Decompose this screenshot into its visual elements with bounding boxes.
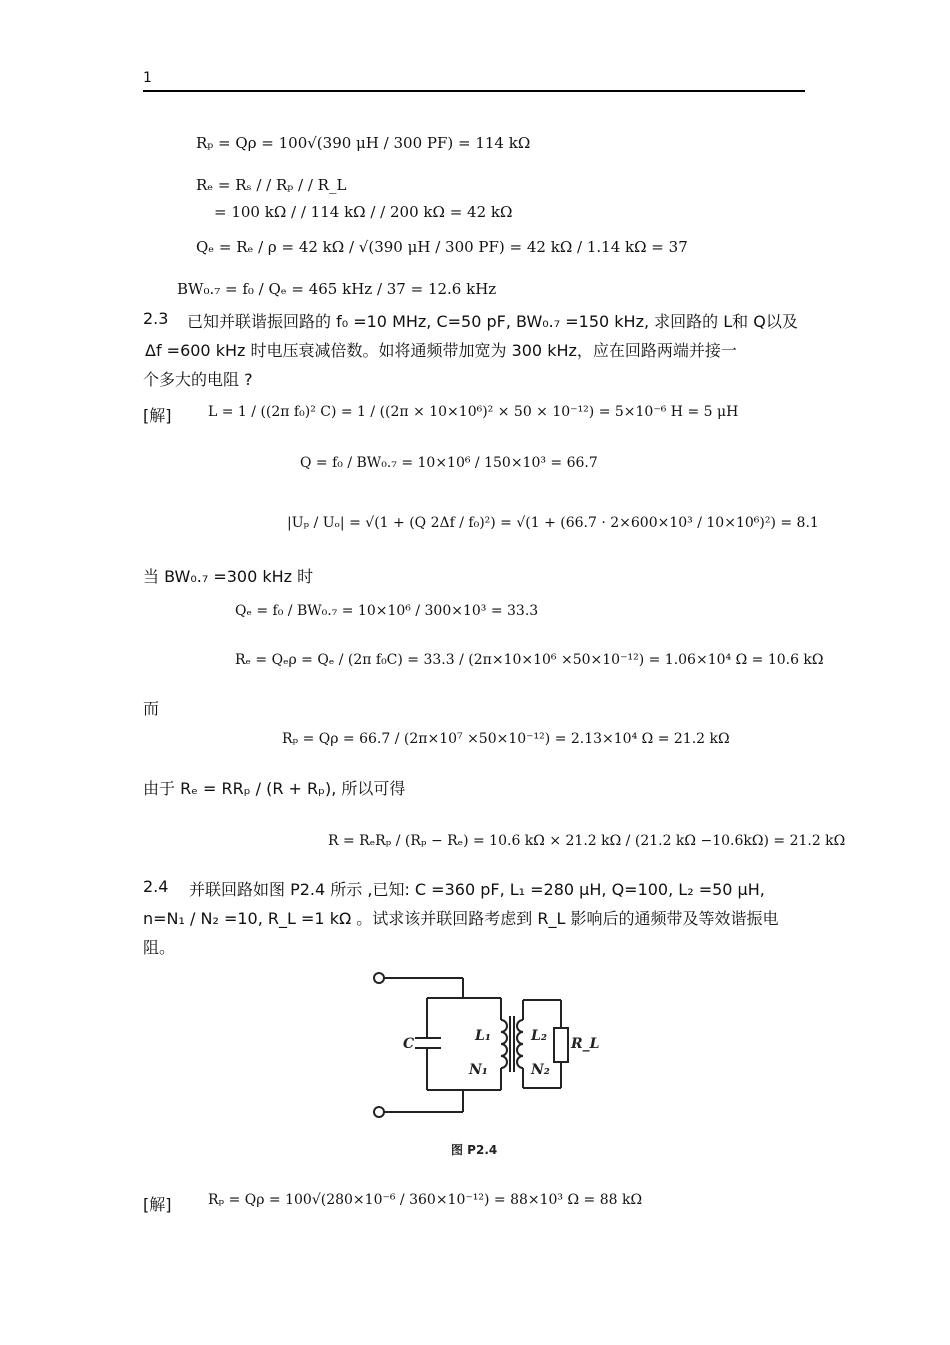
problem-2-4-line3: 阻。 <box>143 938 176 957</box>
problem-number-2-4: 2.4 <box>143 877 169 896</box>
equation-qe-33-3: Qₑ = f₀ / BW₀.₇ = 10×10⁶ / 300×10³ = 33.3 <box>235 603 539 619</box>
label-n1: N₁ <box>469 1062 488 1078</box>
equation-Q: Q = f₀ / BW₀.₇ = 10×10⁶ / 150×10³ = 66.7 <box>300 455 598 471</box>
resistor-rl <box>554 1028 568 1062</box>
solution-label-2: [解] <box>143 1195 172 1214</box>
label-rl: R_L <box>571 1036 600 1052</box>
problem-number-2-3: 2.3 <box>143 309 169 328</box>
terminal-top <box>374 973 384 983</box>
equation-re-parallel: Rₑ = Rₛ / / Rₚ / / R_L <box>196 176 347 194</box>
terminal-bottom <box>374 1107 384 1117</box>
problem-2-3-line1: 已知并联谐振回路的 f₀ =10 MHz, C=50 pF, BW₀.₇ =150 kHz, 求回路的 L和 Q以及 <box>187 312 798 331</box>
label-c: C <box>403 1036 415 1052</box>
figure-caption: 图 P2.4 <box>451 1143 498 1157</box>
equation-L: L = 1 / ((2π f₀)² C) = 1 / ((2π × 10×10⁶)² × 50 × 10⁻¹²) = 5×10⁻⁶ H = 5 μH <box>208 404 739 420</box>
page-number: 1 <box>143 70 152 86</box>
equation-bw-12-6: BW₀.₇ = f₀ / Qₑ = 465 kHz / 37 = 12.6 kHz <box>177 280 497 298</box>
equation-re-10-6k: Rₑ = Qₑρ = Qₑ / (2π f₀C) = 33.3 / (2π×10×10⁶ ×50×10⁻¹²) = 1.06×10⁴ Ω = 10.6 kΩ <box>235 652 824 668</box>
coil-l1 <box>501 1020 507 1068</box>
label-n2: N₂ <box>531 1062 550 1078</box>
equation-rp-88k: Rₚ = Qρ = 100√(280×10⁻⁶ / 360×10⁻¹²) = 88×10³ Ω = 88 kΩ <box>208 1192 643 1208</box>
equation-rp-21-2k: Rₚ = Qρ = 66.7 / (2π×10⁷ ×50×10⁻¹²) = 2.13×10⁴ Ω = 21.2 kΩ <box>282 731 730 747</box>
solution-label-1: [解] <box>143 406 172 425</box>
coil-l2 <box>517 1020 523 1068</box>
label-l2: L₂ <box>531 1028 547 1044</box>
equation-re-value: = 100 kΩ / / 114 kΩ / / 200 kΩ = 42 kΩ <box>214 203 513 221</box>
conjunction-er: 而 <box>143 699 160 718</box>
circuit-diagram-p2-4 <box>365 968 605 1168</box>
label-l1: L₁ <box>475 1028 491 1044</box>
problem-2-3-line2: Δf =600 kHz 时电压衰减倍数。如将通频带加宽为 300 kHz，应在回路两端并接一 <box>145 341 737 360</box>
problem-2-4-line2: n=N₁ / N₂ =10, R_L =1 kΩ 。试求该并联回路考虑到 R_L 影响后的通频带及等效谐振电 <box>143 909 779 928</box>
when-bw-300khz: 当 BW₀.₇ =300 kHz 时 <box>143 567 314 586</box>
equation-R-21-2k: R = RₑRₚ / (Rₚ − Rₑ) = 10.6 kΩ × 21.2 kΩ / (21.2 kΩ −10.6kΩ) = 21.2 kΩ <box>328 833 846 849</box>
problem-2-3-line3: 个多大的电阻 ? <box>143 370 253 389</box>
header-rule <box>143 90 805 92</box>
equation-qe-37: Qₑ = Rₑ / ρ = 42 kΩ / √(390 μH / 300 PF) = 42 kΩ / 1.14 kΩ = 37 <box>196 238 688 256</box>
equation-rp-114k: Rₚ = Qρ = 100√(390 μH / 300 PF) = 114 kΩ <box>196 134 531 152</box>
since-re-line: 由于 Rₑ = RRₚ / (R + Rₚ), 所以可得 <box>143 779 406 798</box>
equation-voltage-ratio: |Uₚ / Uₒ| = √(1 + (Q 2Δf / f₀)²) = √(1 + (66.7 · 2×600×10³ / 10×10⁶)²) = 8.1 <box>287 515 819 531</box>
problem-2-4-line1: 并联回路如图 P2.4 所示 ,已知: C =360 pF, L₁ =280 μH, Q=100, L₂ =50 μH, <box>189 880 765 899</box>
